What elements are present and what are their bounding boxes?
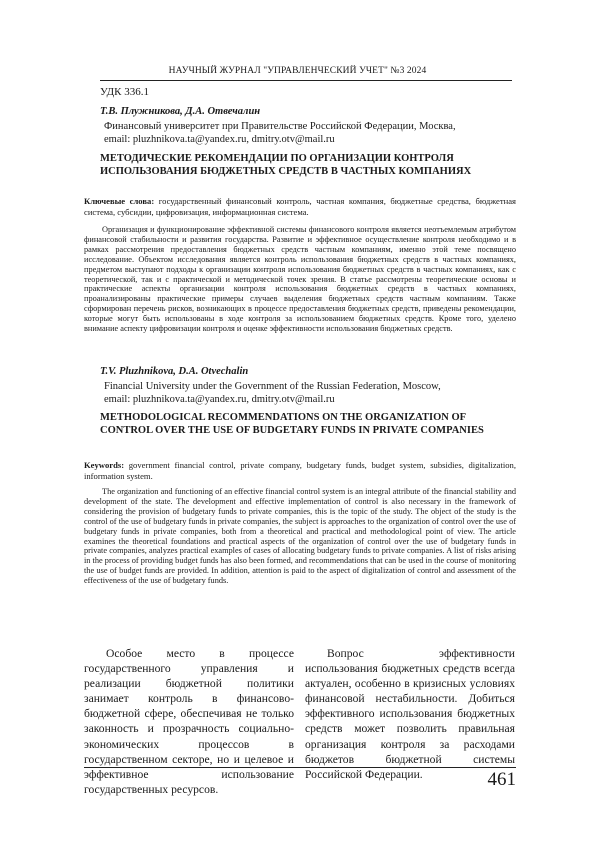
keywords-ru-text: государственный финансовый контроль, частная компания, бюджетные средства, бюджетная система, субсидии, цифровизация, информационная система.: [84, 196, 516, 217]
header-divider: [100, 80, 512, 81]
affiliation-en-line: Financial University under the Government of the Russian Federation, Moscow,: [104, 381, 441, 392]
email-en-line: email: pluzhnikova.ta@yandex.ru, dmitry.otv@mail.ru: [104, 394, 335, 405]
authors-ru: Т.В. Плужникова, Д.А. Отвечалин: [100, 106, 261, 117]
page-number: 461: [487, 769, 516, 790]
keywords-en: [84, 460, 516, 481]
email-ru-line: email: pluzhnikova.ta@yandex.ru, dmitry.otv@mail.ru: [104, 134, 335, 145]
keywords-en-text: government financial control, private company, budgetary funds, budget system, subsidies, digitalization, information system.: [84, 460, 516, 481]
affiliation-ru: [104, 120, 514, 146]
article-title-ru: МЕТОДИЧЕСКИЕ РЕКОМЕНДАЦИИ ПО ОРГАНИЗАЦИИ КОНТРОЛЯ ИСПОЛЬЗОВАНИЯ БЮДЖЕТНЫХ СРЕДСТВ В ЧАСТНЫХ КОМПАНИЯХ: [100, 153, 472, 177]
journal-header: НАУЧНЫЙ ЖУРНАЛ "УПРАВЛЕНЧЕСКИЙ УЧЕТ" №3 2024: [168, 66, 427, 76]
affiliation-ru-line: Финансовый университет при Правительстве Российской Федерации, Москва,: [104, 121, 456, 132]
affiliation-en: [104, 380, 514, 406]
body-column-right: Вопрос эффективности использования бюджетных средств всегда актуален, особенно в кризисных условиях финансовой нестабильности. Добиться эффективного использования бюджетных средств может позволить правильная организация контроля за расходами бюджетов бюджетной системы Российской Федерации.: [305, 647, 515, 781]
authors-en: T.V. Pluzhnikova, D.A. Otvechalin: [100, 366, 249, 377]
abstract-ru: Организация и функционирование эффективной системы финансового контроля является неотъемлемым атрибутом финансовой стабильности и развития государства. Развитие и эффективное осуществление контроля необходимо и в рамках рассмотрения предоставления бюджетных средств частным компаниям, именно этой теме посвящено исследование. Объектом исследования является контроль использования бюджетных средств в частных компаниях, предметом выступают подходы к организации контроля использования бюджетных средств в частных компаниях, как с теоретической, так и с практической и методической точек зрения. В статье рассмотрены теоретические основы и практические аспекты организации контроля использования бюджетных средств в частных компаниях, проанализированы практические примеры случаев выделения бюджетных средств частным компаниям. Также сформирован перечень рисков, возникающих в процессе предоставления бюджетных средств, приведены рекомендации, которые могут быть использованы в ходе контроля за использованием бюджетных средств. Кроме того, уделено внимание аспекту цифровизации контроля и оценке эффективности использования бюджетных средств.: [84, 225, 516, 334]
footer-divider: [84, 767, 516, 768]
keywords-en-label: Keywords:: [84, 460, 125, 470]
abstract-en: The organization and functioning of an effective financial control system is an integral attribute of the financial stability and development of the state. The development and effective implementation of control is also necessary in the framework of considering the provision of budgetary funds to private companies, this is the topic of the study. The object of the study is the control of the use of budgetary funds in private companies, the subject is approaches to the organization of control over the use of budgetary funds in private companies, both from a theoretical and practical and methodological point of view. The article examines the theoretical foundations and practical aspects of the organization of control over the use of budgetary funds in private companies, analyzes practical examples of cases of allocating budgetary funds to private companies. A list of risks arising in the process of providing budget funds has also been formed, and recommendations that can be used in the course of monitoring the use of budget funds are provided. In addition, attention is paid to the aspect of digitalization of control and assessment of the effectiveness of the use of budgetary funds.: [84, 487, 516, 586]
article-title-en: METHODOLOGICAL RECOMMENDATIONS ON THE ORGANIZATION OF CONTROL OVER THE USE OF BUDGETARY FUNDS IN PRIVATE COMPANIES: [100, 412, 484, 436]
body-column-left: Особое место в процессе государственного управления и реализации бюджетной политики занимает контроль в финансово-бюджетной сфере, обеспечивая не только законность и прозрачность социально-экономических процессов в государственном секторе, но и целевое и эффективное использование государственных ресурсов.: [84, 647, 294, 796]
keywords-ru-label: Ключевые слова:: [84, 196, 155, 206]
udk-code: УДК 336.1: [100, 86, 150, 98]
keywords-ru: [84, 196, 516, 217]
